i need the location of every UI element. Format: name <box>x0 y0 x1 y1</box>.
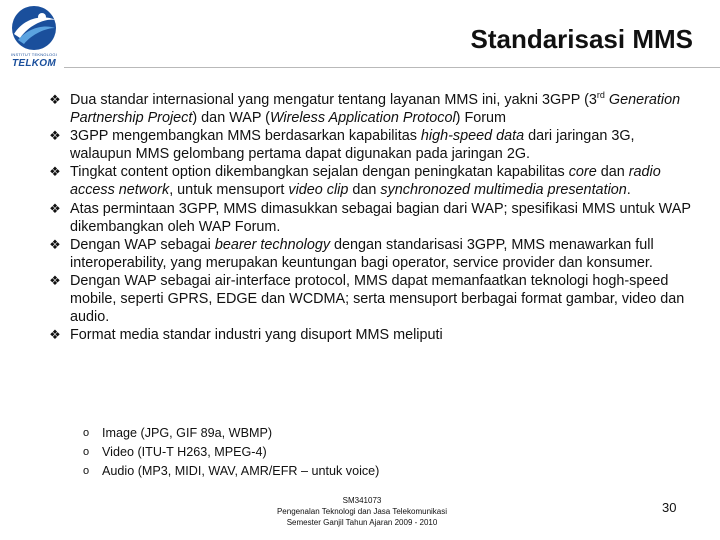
bullet-text: Dua standar internasional yang mengatur tentang layanan MMS ini, yakni 3GPP (3rd Generation Partnership Project) dan WAP (Wireless Application Protocol) Forum <box>70 90 681 127</box>
bullet-item <box>47 127 697 163</box>
diamond-bullet-icon: ❖ <box>49 128 61 144</box>
circle-bullet-icon: o <box>83 465 90 477</box>
sub-bullet-text: Audio (MP3, MIDI, WAV, AMR/EFR – untuk voice) <box>102 464 380 478</box>
telkom-globe-icon <box>6 4 62 54</box>
bullet-item <box>47 91 697 127</box>
bullet-item <box>47 326 697 344</box>
diamond-bullet-icon: ❖ <box>49 272 61 288</box>
bullet-text: Dengan WAP sebagai air-interface protocol, MMS dapat memanfaatkan teknologi hogh-speed mobile, seperti GPRS, EDGE dan WCDMA; serta mensuport berbagai format gambar, video dan audio. <box>70 272 685 326</box>
bullet-text: Tingkat content option dikembangkan sejalan dengan peningkatan kapabilitas core dan radio access network, untuk mensuport video clip dan synchronozed multimedia presentation. <box>70 164 661 199</box>
bullet-item <box>47 200 697 236</box>
diamond-bullet-icon: ❖ <box>49 236 61 252</box>
slide-title: Standarisasi MMS <box>470 24 693 54</box>
sub-bullet-item <box>83 424 379 443</box>
page-number: 30 <box>662 500 677 515</box>
footer-course: Pengenalan Teknologi dan Jasa Telekomunikasi <box>276 507 448 516</box>
bullet-item <box>47 272 697 326</box>
bullet-text: Atas permintaan 3GPP, MMS dimasukkan sebagai bagian dari WAP; spesifikasi MMS untuk WAP dikembangkan oleh WAP Forum. <box>70 200 691 235</box>
diamond-bullet-icon: ❖ <box>49 200 61 216</box>
circle-bullet-icon: o <box>83 446 90 458</box>
footer <box>232 495 492 528</box>
bullet-text: Dengan WAP sebagai bearer technology dengan standarisasi 3GPP, MMS menawarkan full interoperability, yang merupakan keuntungan bagi operator, service provider dan konsumer. <box>70 236 654 271</box>
circle-bullet-icon: o <box>83 427 90 439</box>
bullet-text: Format media standar industri yang disuport MMS meliputi <box>70 327 443 344</box>
institution-label: INSTITUT TEKNOLOGI <box>11 52 57 57</box>
telkom-logo <box>6 4 62 72</box>
footer-code: SM341073 <box>342 496 382 505</box>
diamond-bullet-icon: ❖ <box>49 164 61 180</box>
bullet-list <box>47 91 697 344</box>
diamond-bullet-icon: ❖ <box>49 92 61 107</box>
brand-label: TELKOM <box>11 58 57 69</box>
footer-semester: Semester Ganjil Tahun Ajaran 2009 - 2010 <box>286 518 438 527</box>
sub-bullet-item <box>83 443 379 462</box>
bullet-item <box>47 163 697 199</box>
sub-bullet-text: Image (JPG, GIF 89a, WBMP) <box>102 426 273 440</box>
sub-bullet-text: Video (ITU-T H263, MPEG-4) <box>102 445 267 459</box>
bullet-text: 3GPP mengembangkan MMS berdasarkan kapabilitas high-speed data dari jaringan 3G, walaupun MMS gelombang pertama dapat digunakan pada jaringan 2G. <box>70 128 635 163</box>
sub-bullet-list <box>83 424 379 481</box>
bullet-item <box>47 236 697 272</box>
title-divider <box>64 67 720 68</box>
sub-bullet-item <box>83 462 379 481</box>
diamond-bullet-icon: ❖ <box>49 327 61 343</box>
